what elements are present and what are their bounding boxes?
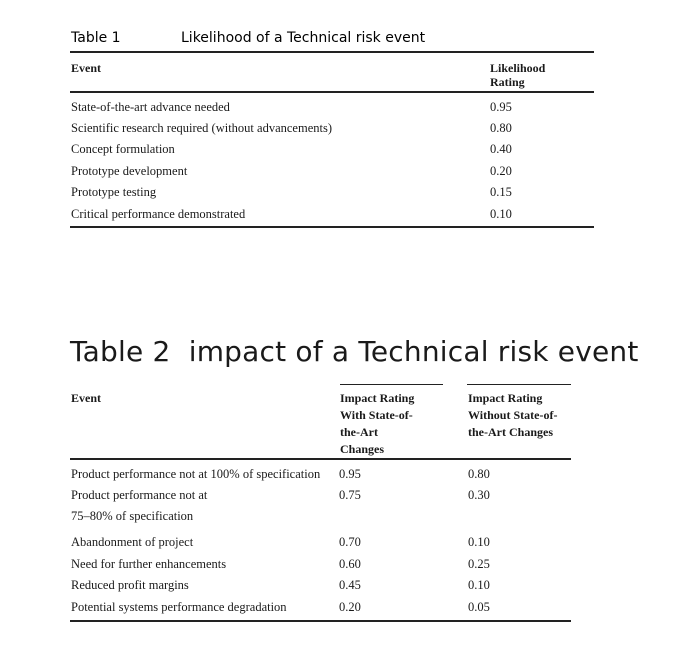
table1-header-event: Event bbox=[71, 61, 101, 75]
table2-title: Table 2 impact of a Technical risk event bbox=[70, 335, 639, 368]
table1-row bbox=[71, 100, 601, 121]
table2-without-cell: 0.10 bbox=[468, 535, 490, 549]
table2-header-without: Impact Rating Without State-of- the-Art Changes bbox=[468, 391, 558, 439]
table1-event-cell: Critical performance demonstrated bbox=[71, 207, 246, 221]
table1-rating-cell: 0.95 bbox=[490, 100, 512, 114]
table1-rating-cell: 0.10 bbox=[490, 207, 512, 221]
table2-header-with: Impact Rating With State-of- the-Art Changes bbox=[340, 391, 415, 456]
table1-header-rule bbox=[70, 91, 594, 93]
table2-header-event: Event bbox=[71, 391, 101, 405]
table1-row bbox=[71, 185, 601, 206]
table2-with-cell: 0.70 bbox=[339, 535, 361, 549]
table2-without-cell: 0.25 bbox=[468, 557, 490, 571]
table2-with-cell: 0.20 bbox=[339, 600, 361, 614]
table2-event-cell: Reduced profit margins bbox=[71, 578, 189, 592]
table2-with-cell: 0.95 bbox=[339, 467, 361, 481]
table2-row bbox=[71, 467, 571, 489]
table2-event-cell: Abandonment of project bbox=[71, 535, 194, 549]
table1-row bbox=[71, 207, 601, 228]
table2-header-rule bbox=[70, 458, 571, 460]
table1-event-cell: Concept formulation bbox=[71, 142, 175, 156]
table1-event-cell: State-of-the-art advance needed bbox=[71, 100, 230, 114]
table1-caption: Likelihood of a Technical risk event bbox=[181, 30, 426, 46]
table2-without-cell: 0.80 bbox=[468, 467, 490, 481]
table2-with-header-rule bbox=[340, 384, 443, 385]
table2-event-cell: Need for further enhancements bbox=[71, 557, 227, 571]
table1-rating-cell: 0.80 bbox=[490, 121, 512, 135]
table1-top-rule bbox=[70, 51, 594, 53]
table2-event-cell: Product performance not at bbox=[71, 488, 208, 502]
table2-event-cell: Product performance not at 100% of specification bbox=[71, 467, 321, 481]
table2-with-cell: 0.45 bbox=[339, 578, 361, 592]
table2-with-cell: 0.75 bbox=[339, 488, 361, 502]
table1-row bbox=[71, 164, 601, 185]
table1-bottom-rule bbox=[70, 226, 594, 228]
table1-event-cell: Prototype development bbox=[71, 164, 188, 178]
table2-with-cell: 0.60 bbox=[339, 557, 361, 571]
table2-bottom-rule bbox=[70, 620, 571, 622]
table2-row bbox=[71, 488, 571, 510]
table2-row bbox=[71, 535, 571, 557]
table1-label: Table 1 bbox=[71, 30, 121, 46]
table1-rating-cell: 0.15 bbox=[490, 185, 512, 199]
table2-row bbox=[71, 600, 571, 622]
table1-row bbox=[71, 142, 601, 163]
table1-row bbox=[71, 121, 601, 142]
table2-event-cell: 75–80% of specification bbox=[71, 509, 194, 523]
table1-rating-cell: 0.40 bbox=[490, 142, 512, 156]
table1-event-cell: Scientific research required (without advancements) bbox=[71, 121, 332, 135]
table2-without-cell: 0.05 bbox=[468, 600, 490, 614]
table2-without-cell: 0.30 bbox=[468, 488, 490, 502]
table2-without-header-rule bbox=[467, 384, 571, 385]
table1-header-rating: Likelihood Rating bbox=[490, 61, 546, 89]
table2-without-cell: 0.10 bbox=[468, 578, 490, 592]
table2-row bbox=[71, 509, 571, 531]
table1-rating-cell: 0.20 bbox=[490, 164, 512, 178]
table2-row bbox=[71, 557, 571, 579]
table2-event-cell: Potential systems performance degradation bbox=[71, 600, 287, 614]
table1-event-cell: Prototype testing bbox=[71, 185, 157, 199]
table2-row bbox=[71, 578, 571, 600]
